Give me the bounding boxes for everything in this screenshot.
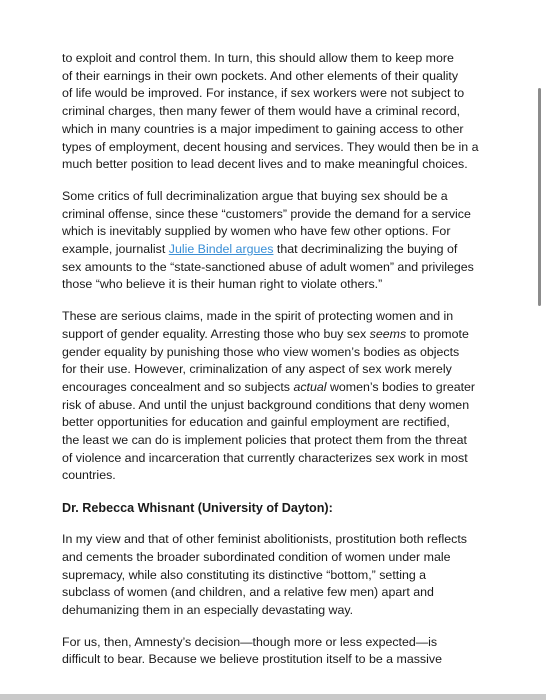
text-line: of violence and incarceration that currently characterizes sex work in most bbox=[62, 450, 468, 465]
text-line: sex amounts to the “state-sanctioned abuse of adult women” and privileges bbox=[62, 259, 474, 274]
paragraph-5 bbox=[62, 634, 488, 669]
text-line: to exploit and control them. In turn, this should allow them to keep more bbox=[62, 51, 454, 65]
text-fragment: that decriminalizing the buying of bbox=[273, 242, 458, 257]
text-fragment: example, journalist bbox=[62, 242, 169, 257]
bottom-edge-bar bbox=[0, 694, 546, 700]
text-line bbox=[62, 379, 488, 397]
text-line: those “who believe it is their human right to violate others.” bbox=[62, 277, 383, 292]
text-fragment: support of gender equality. Arresting those who buy sex bbox=[62, 326, 370, 341]
emphasis-text: seems bbox=[369, 326, 407, 341]
text-line: much better position to lead decent lives and to make meaningful choices. bbox=[62, 157, 468, 172]
text-line: dehumanizing them in an especially devastating way. bbox=[62, 602, 354, 617]
text-line: better opportunities for education and gainful employment are rectified, bbox=[62, 415, 450, 430]
text-line: risk of abuse. And until the unjust background conditions that deny women bbox=[62, 397, 470, 412]
text-line: criminal offense, since these “customers” provide the demand for a service bbox=[62, 206, 471, 221]
emphasis-text: actual bbox=[293, 379, 327, 394]
paragraph-2 bbox=[62, 188, 488, 294]
text-line: of their earnings in their own pockets. And other elements of their quality bbox=[62, 68, 459, 83]
text-line-with-link bbox=[62, 241, 488, 259]
text-line: the least we can do is implement policies that protect them from the threat bbox=[62, 433, 467, 448]
text-fragment: to promote bbox=[406, 326, 469, 341]
text-line: Some critics of full decriminalization argue that buying sex should be a bbox=[62, 188, 448, 203]
paragraph-1 bbox=[62, 50, 488, 174]
text-line: supremacy, while also constituting its distinctive “bottom,” setting a bbox=[62, 567, 427, 582]
text-line: For us, then, Amnesty’s decision—though more or less expected—is bbox=[62, 634, 438, 649]
document-page bbox=[62, 50, 488, 683]
text-line: subclass of women (and children, and a relative few men) apart and bbox=[62, 585, 434, 600]
text-line: and cements the broader subordinated condition of women under male bbox=[62, 549, 451, 564]
text-line: which is inevitably supplied by women who have few other options. For bbox=[62, 224, 451, 239]
vertical-scrollbar[interactable] bbox=[532, 0, 546, 700]
text-fragment: encourages concealment and so subjects bbox=[62, 379, 294, 394]
text-line: gender equality by punishing those who view women’s bodies as objects bbox=[62, 344, 460, 359]
text-line: types of employment, decent housing and services. They would then be in a bbox=[62, 139, 479, 154]
text-line: In my view and that of other feminist abolitionists, prostitution both reflects bbox=[62, 532, 467, 547]
text-line: countries. bbox=[62, 468, 116, 483]
julie-bindel-link[interactable]: Julie Bindel argues bbox=[168, 242, 274, 257]
text-line bbox=[62, 326, 488, 344]
text-line: difficult to bear. Because we believe prostitution itself to be a massive bbox=[62, 652, 442, 667]
section-heading: Dr. Rebecca Whisnant (University of Dayton): bbox=[62, 501, 333, 516]
text-line: criminal charges, then many fewer of them would have a criminal record, bbox=[62, 104, 461, 119]
paragraph-4 bbox=[62, 531, 488, 620]
text-line: for their use. However, criminalization of any aspect of sex work merely bbox=[62, 362, 452, 377]
text-line: which in many countries is a major impediment to gaining access to other bbox=[62, 121, 464, 136]
scrollbar-thumb[interactable] bbox=[538, 88, 541, 306]
text-line: These are serious claims, made in the spirit of protecting women and in bbox=[62, 309, 454, 324]
text-line: of life would be improved. For instance, if sex workers were not subject to bbox=[62, 86, 465, 101]
text-fragment: women’s bodies to greater bbox=[326, 379, 476, 394]
paragraph-3 bbox=[62, 308, 488, 485]
